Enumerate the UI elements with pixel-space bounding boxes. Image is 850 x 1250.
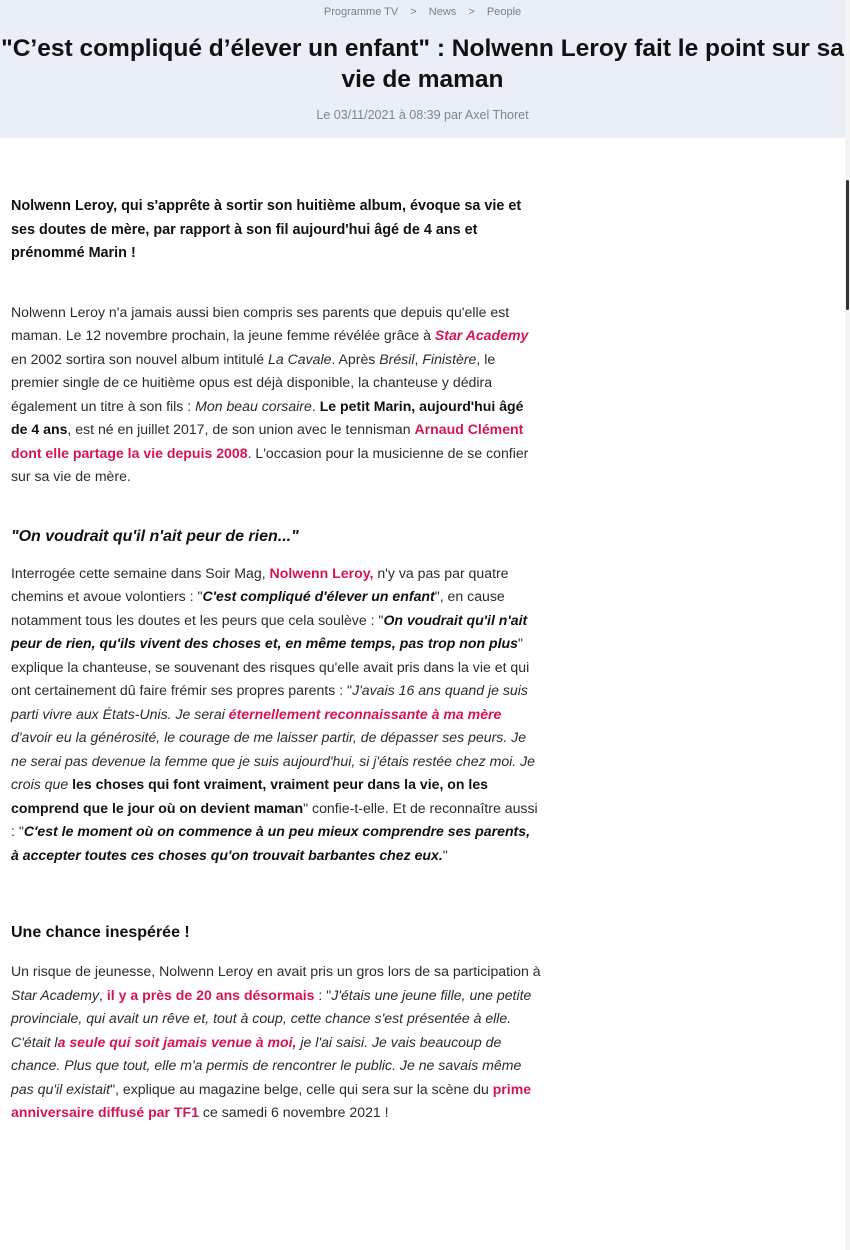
paragraph-2 xyxy=(11,562,541,868)
quote: d'avoir eu la générosité, le courage de me laisser partir, de dépasser ses peurs. Je ne serai pas devenue la femme que je suis aujourd'hui, si j'étais restée chez moi. Je crois que xyxy=(11,729,536,792)
link-20-ans[interactable]: il y a près de 20 ans désormais xyxy=(106,986,315,1003)
link-seule-chance[interactable]: a seule qui soit jamais venue à moi, xyxy=(57,1033,297,1050)
link-reconnaissante[interactable]: éternellement reconnaissante à ma mère xyxy=(228,705,502,722)
text: ", en cause notamment tous les doutes et les peurs que cela soulève : " xyxy=(11,588,505,628)
quote-bold: C'est compliqué d'élever un enfant xyxy=(202,588,435,604)
text: , est né en juillet 2017, de son union avec le tennisman xyxy=(67,421,415,437)
breadcrumb-separator: > xyxy=(410,6,417,18)
quote-bold: C'est le moment où on commence à un peu mieux comprendre ses parents, à accepter toutes ces choses qu'on trouvait barbantes chez eux. xyxy=(11,823,531,863)
text: , xyxy=(99,986,107,1003)
link-arnaud-clement[interactable]: Arnaud Clément dont elle partage la vie depuis 2008 xyxy=(11,421,524,461)
link-prime-tf1[interactable]: prime anniversaire diffusé par TF1 xyxy=(11,1080,532,1120)
article-lead: Nolwenn Leroy, qui s'apprête à sortir son huitième album, évoque sa vie et ses doutes de mère, par rapport à son fil aujourd'hui âgé de 4 ans et prénommé Marin ! xyxy=(11,198,522,261)
text: n'y va pas par quatre chemins et avoue volontiers : " xyxy=(11,564,509,604)
text: . xyxy=(311,397,320,414)
text: " explique la chanteuse, se souvenant des risques qu'elle avait pris dans la vie et qui ont certainement dû faire frémir ses propres parents : " xyxy=(11,635,530,698)
quote-bold: On voudrait qu'il n'ait peur de rien, qu'ils vivent des choses et, en même temps, pas trop non plus xyxy=(11,611,528,651)
text: Nolwenn Leroy n'a jamais aussi bien compris ses parents que depuis qu'elle est maman. Le 12 novembre prochain, la jeune femme révélée grâce à xyxy=(11,303,510,343)
text: " xyxy=(442,846,448,863)
text: Un risque de jeunesse, Nolwenn Leroy en avait pris un gros lors de sa participation à xyxy=(11,963,541,979)
article-meta: Le 03/11/2021 à 08:39 par Axel Thoret xyxy=(316,108,529,122)
text: , le premier single de ce huitième opus est déjà disponible, la chanteuse y dédira également un titre à son fils : xyxy=(11,350,496,414)
album-title: Finistère xyxy=(422,350,477,367)
paragraph-1 xyxy=(11,301,541,489)
text: : " xyxy=(314,986,332,1003)
song-title: Mon beau corsaire xyxy=(195,397,312,414)
link-star-academy[interactable]: Star Academy xyxy=(434,327,529,343)
quote: J'avais 16 ans quand je suis parti vivre aux États-Unis. Je serai xyxy=(11,682,528,722)
breadcrumb xyxy=(0,6,845,18)
quote: je l'ai saisi. Je vais beaucoup de chance. Plus que tout, elle m'a permis de rencontrer le public. Je ne savais même pas qu'il existait xyxy=(11,1033,522,1097)
breadcrumb-separator: > xyxy=(468,6,475,18)
breadcrumb-item-news[interactable]: News xyxy=(428,6,457,18)
text: ce samedi 6 novembre 2021 ! xyxy=(198,1104,389,1120)
breadcrumb-item-people[interactable]: People xyxy=(486,6,522,18)
album-title: La Cavale xyxy=(267,350,332,367)
text: , xyxy=(414,350,423,367)
link-nolwenn-leroy[interactable]: Nolwenn Leroy, xyxy=(269,564,374,581)
page-title: "C’est compliqué d’élever un enfant" : Nolwenn Leroy fait le point sur sa vie de maman xyxy=(1,35,844,93)
breadcrumb-item-programme-tv[interactable]: Programme TV xyxy=(323,6,399,18)
section-heading-2: Une chance inespérée ! xyxy=(11,924,190,941)
text: ", explique au magazine belge, celle qui sera sur la scène du xyxy=(110,1080,493,1097)
text: Interrogée cette semaine dans Soir Mag, xyxy=(11,564,270,581)
text: . Après xyxy=(331,350,380,367)
text: " confie-t-elle. Et de reconnaître aussi : " xyxy=(11,799,538,839)
text: en 2002 sortira son nouvel album intitulé xyxy=(11,350,268,367)
section-heading-1: "On voudrait qu'il n'ait peur de rien..." xyxy=(11,527,299,545)
scrollbar-thumb[interactable] xyxy=(846,180,849,310)
album-title: Brésil xyxy=(379,350,415,367)
show-title: Star Academy xyxy=(11,986,99,1003)
text: . L'occasion pour la musicienne de se confier sur sa vie de mère. xyxy=(11,444,529,484)
quote: J'étais une jeune fille, une petite provinciale, qui avait un rêve et, tout à coup, cette chance s'est présentée à elle. C'était l xyxy=(11,986,532,1050)
bold-text: Le petit Marin, aujourd'hui âgé de 4 ans xyxy=(11,397,524,437)
article-header xyxy=(0,0,845,138)
bold-text: les choses qui font vraiment, vraiment peur dans la vie, on les comprend que le jour où on devient maman xyxy=(11,776,489,816)
article-body xyxy=(11,195,541,1125)
paragraph-3 xyxy=(11,960,541,1125)
